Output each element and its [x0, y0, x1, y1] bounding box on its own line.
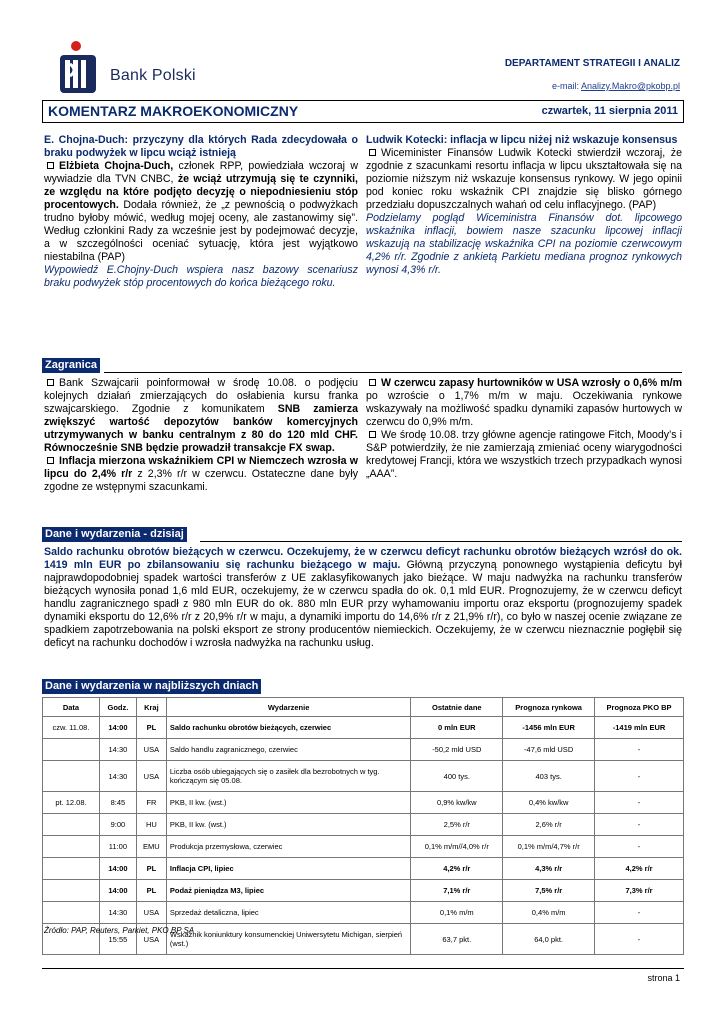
cell: USA — [136, 761, 166, 792]
section-upcoming: Dane i wydarzenia w najbliższych dniach — [42, 679, 261, 694]
email-link[interactable]: Analizy.Makro@pkobp.pl — [580, 81, 680, 91]
cell: 400 tys. — [411, 761, 503, 792]
section-zagranica: Zagranica — [42, 358, 100, 373]
cell: 14:00 — [99, 858, 136, 880]
cell: - — [595, 792, 684, 814]
left-article-headline: E. Chojna-Duch: przyczyny dla których Rada zdecydowała o braku podwyżek w lipcu wciąż istnieją — [44, 134, 358, 159]
table-row — [43, 814, 684, 836]
cell — [43, 761, 100, 792]
cell: USA — [136, 902, 166, 924]
page-number: strona 1 — [647, 973, 680, 983]
cell — [43, 880, 100, 902]
section-divider — [104, 372, 682, 373]
cell: 2,6% r/r — [503, 814, 595, 836]
table-source: Źródło: PAP, Reuters, Parkiet, PKO BP SA — [44, 926, 195, 935]
bullet-icon — [47, 162, 54, 169]
bank-name: Bank Polski — [110, 67, 196, 84]
table-row — [43, 739, 684, 761]
col-header: Prognoza rynkowa — [503, 698, 595, 717]
today-text: Główną przyczyną ponownego wystąpienia deficytu był najprawdopodobniej spadek wartości transferów z UE zaklasyfikowanych jako bieżące. W maju nadwyżka na rachunku transferów bieżących wynosiła ponad 1,6 mld EUR, oczekujemy, że w czerwcu spadła do ok. 0,1 mld EUR. Prognozujemy, że w czerwcu deficyt handlu zagranicznego spadł z 980 mln EUR do ok. 880 mln EUR przy wyhamowaniu importu oraz eksportu (prognozujemy spadek dynamiki eksportu do 12,6% r/r z 20,9% r/r w maju, a dynamiki importu do 14,6% r/r z 21,9% r/r), co było w naszej ocenie związane ze spadkiem zapotrzebowania na polski eksport ze strony producentów niemieckich. Oczekujemy, że w czerwcu nieznacznie pogłębił się deficyt na rachunku dochodów i wzrosła nadwyżka na rachunku usług. — [44, 559, 682, 649]
cell: 7,3% r/r — [595, 880, 684, 902]
col-header: Kraj — [136, 698, 166, 717]
section-divider — [200, 541, 682, 542]
left-article-bold-2: że wciąż utrzymują się te czynniki, ze względu na które podjęto decyzję o niepodniesieniu stóp procentowych. — [44, 173, 358, 211]
bank-logo — [58, 40, 238, 95]
email-label: e-mail: — [551, 81, 581, 91]
cell: 9:00 — [99, 814, 136, 836]
cell: PKB, II kw. (wst.) — [166, 814, 411, 836]
cell: PL — [136, 858, 166, 880]
table-row — [43, 792, 684, 814]
cell: Saldo rachunku obrotów bieżących, czerwiec — [166, 717, 411, 739]
cell — [43, 739, 100, 761]
pko-bank-logo-icon — [58, 40, 106, 95]
cell: 15:55 — [99, 924, 136, 955]
cell: 0,1% m/m//4,0% r/r — [411, 836, 503, 858]
cpi-de-text: z 2,3% r/r w czerwcu. Ostateczne dane były zgodne ze wstępnymi szacunkami. — [44, 468, 358, 493]
email-line — [552, 81, 680, 91]
cell: Podaż pieniądza M3, lipiec — [166, 880, 411, 902]
bullet-icon — [369, 149, 376, 156]
col-header: Data — [43, 698, 100, 717]
right-article-headline: Ludwik Kotecki: inflacja w lipcu niżej niż wskazuje konsensus — [366, 134, 678, 146]
cell: USA — [136, 924, 166, 955]
cell: 4,3% r/r — [503, 858, 595, 880]
cell: 0,4% m/m — [503, 902, 595, 924]
cpi-de-bold: Inflacja mierzona wskaźnikiem CPI w Niemczech wzrosła w lipcu do 2,4% r/r — [44, 455, 358, 480]
cell: 0,1% m/m/4,7% r/r — [503, 836, 595, 858]
cell: FR — [136, 792, 166, 814]
cell — [43, 858, 100, 880]
cell: czw. 11.08. — [43, 717, 100, 739]
cell: Inflacja CPI, lipiec — [166, 858, 411, 880]
cell: 11:00 — [99, 836, 136, 858]
today-headline: Saldo rachunku obrotów bieżących w czerwcu. — [44, 546, 284, 558]
cell — [43, 836, 100, 858]
cell: - — [595, 836, 684, 858]
section-today: Dane i wydarzenia - dzisiaj — [42, 527, 187, 542]
right-article-comment: Podzielamy pogląd Wiceministra Finansów dot. lipcowego wskaźnika inflacji, bowiem nasze szacunku lipcowej inflacji wskazują na stabilizację wskaźnika CPI na poziomie czerwcowym 4,2% r/r. Zgodnie z ankietą Parkietu mediana prognoz rynkowych wynosi 4,3% r/r. — [366, 212, 682, 276]
cell: 8:45 — [99, 792, 136, 814]
footer-divider — [42, 968, 684, 969]
zagranica-left — [44, 377, 358, 494]
bullet-icon — [369, 431, 376, 438]
cell — [43, 902, 100, 924]
table-row — [43, 902, 684, 924]
left-article-body — [44, 160, 358, 264]
rating-paragraph — [366, 429, 682, 481]
rating-text: We środę 10.08. trzy główne agencje ratingowe Fitch, Moody’s i S&P potwierdziły, że nie zamierzają zmieniać oceny wiarygodności kredytowej Francji, która we wszystkich trzech przypadkach wynosi „AAA”. — [366, 429, 682, 480]
cell: PKB, II kw. (wst.) — [166, 792, 411, 814]
cell: -1456 mln EUR — [503, 717, 595, 739]
cell: - — [595, 739, 684, 761]
table-row — [43, 880, 684, 902]
col-header: Godz. — [99, 698, 136, 717]
cell: 7,5% r/r — [503, 880, 595, 902]
cell — [43, 814, 100, 836]
cell: Wskaźnik koniunktury konsumenckiej Uniwersytetu Michigan, sierpień (wst.) — [166, 924, 411, 955]
snb-paragraph — [44, 377, 358, 455]
cell: 4,2% r/r — [411, 858, 503, 880]
cell: USA — [136, 739, 166, 761]
cell: 2,5% r/r — [411, 814, 503, 836]
right-article-body — [366, 147, 682, 212]
today-bold: Oczekujemy, że w czerwcu deficyt rachunku obrotów bieżących wzrósł do ok. 1419 mln EUR po zbilansowaniu się rachunku bieżącego w maju. — [44, 546, 682, 571]
cell: - — [595, 814, 684, 836]
table-row — [43, 761, 684, 792]
cell: 4,2% r/r — [595, 858, 684, 880]
cpi-de-paragraph — [44, 455, 358, 494]
cell: 403 tys. — [503, 761, 595, 792]
right-article-text: Wiceminister Finansów Ludwik Kotecki stwierdził wczoraj, że zgodnie z szacunkami resortu inflacja w lipcu ukształtowała się na poziomie niższym niż wskazuje konsensus rynkowy. W jego opinii pod koniec roku wskaźnik CPI znajdzie się blisko górnego przedziału dopuszczalnych wahań od celu inflacyjnego. (PAP) — [366, 147, 682, 211]
left-article-text-1: członek RPP, powiedziała wczoraj w wywiadzie dla TVN CNBC, — [44, 160, 358, 185]
cell: - — [595, 761, 684, 792]
snb-bold: SNB zamierza zwiększyć wartość depozytów banków komercyjnych utrzymywanych w banku centralnym z 80 do 120 mld CHF. Równocześnie SNB będzie prowadził transakcje FX swap. — [44, 403, 358, 454]
cell: PL — [136, 717, 166, 739]
cell: Liczba osób ubiegających się o zasiłek dla bezrobotnych w tyg. kończącym się 05.08. — [166, 761, 411, 792]
cell: 14:00 — [99, 717, 136, 739]
department-name: DEPARTAMENT STRATEGII I ANALIZ — [504, 58, 680, 69]
usa-inventories-text: po wzroście o 1,7% m/m w maju. Oczekiwania rynkowe wskazywały na możliwość spadku dynamiki zapasów hurtowych w czerwcu do 0,9% m/m. — [366, 390, 682, 428]
cell: -1419 mln EUR — [595, 717, 684, 739]
cell: 14:30 — [99, 739, 136, 761]
cell: -50,2 mld USD — [411, 739, 503, 761]
today-article — [44, 546, 682, 650]
table-row — [43, 717, 684, 739]
cell: - — [595, 924, 684, 955]
usa-inventories-paragraph — [366, 377, 682, 429]
table-row — [43, 836, 684, 858]
cell: 14:30 — [99, 902, 136, 924]
cell: 14:00 — [99, 880, 136, 902]
today-paragraph — [44, 546, 682, 650]
cell: 0,4% kw/kw — [503, 792, 595, 814]
table-header-row — [43, 698, 684, 717]
cell: EMU — [136, 836, 166, 858]
cell: 0 mln EUR — [411, 717, 503, 739]
cell: 7,1% r/r — [411, 880, 503, 902]
cell: 0,9% kw/kw — [411, 792, 503, 814]
snb-text: Bank Szwajcarii poinformował w środę 10.08. o podjęciu kolejnych działań zmierzających do osłabienia kursu franka szwajcarskiego. Zgodnie z komunikatem — [44, 377, 358, 415]
bullet-icon — [47, 379, 54, 386]
cell: pt. 12.08. — [43, 792, 100, 814]
cell: -47,6 mld USD — [503, 739, 595, 761]
cell: 64,0 pkt. — [503, 924, 595, 955]
right-article — [366, 134, 682, 277]
page-title: KOMENTARZ MAKROEKONOMICZNY — [48, 103, 299, 119]
cell: Sprzedaż detaliczna, lipiec — [166, 902, 411, 924]
report-date: czwartek, 11 sierpnia 2011 — [541, 105, 678, 117]
bullet-icon — [369, 379, 376, 386]
bullet-icon — [47, 457, 54, 464]
left-article-name: Elżbieta Chojna-Duch, — [59, 160, 174, 172]
left-article-comment: Wypowiedź E.Chojny-Duch wspiera nasz bazowy scenariusz braku podwyżek stóp procentowych do końca bieżącego roku. — [44, 264, 358, 289]
cell: PL — [136, 880, 166, 902]
zagranica-right — [366, 377, 682, 481]
col-header: Prognoza PKO BP — [595, 698, 684, 717]
cell: Saldo handlu zagranicznego, czerwiec — [166, 739, 411, 761]
col-header: Ostatnie dane — [411, 698, 503, 717]
table-row — [43, 858, 684, 880]
left-article — [44, 134, 358, 290]
cell: HU — [136, 814, 166, 836]
col-header: Wydarzenie — [166, 698, 411, 717]
cell: 14:30 — [99, 761, 136, 792]
events-table — [42, 697, 684, 955]
cell: - — [595, 902, 684, 924]
usa-inventories-bold: W czerwcu zapasy hurtowników w USA wzrosły o 0,6% m/m — [381, 377, 682, 389]
cell: Produkcja przemysłowa, czerwiec — [166, 836, 411, 858]
cell: 0,1% m/m — [411, 902, 503, 924]
cell: 63,7 pkt. — [411, 924, 503, 955]
left-article-text-2: Dodała również, że „z pewnością o podwyżkach trudno byłoby mówić, według mojej oceny, ale zastanowimy się”. Według członkini Rady za wcześnie jest by podejmować decyzje, a w szczególności oceniać sytuację, która jest wyjątkowo niestabilna (PAP) — [44, 199, 358, 263]
